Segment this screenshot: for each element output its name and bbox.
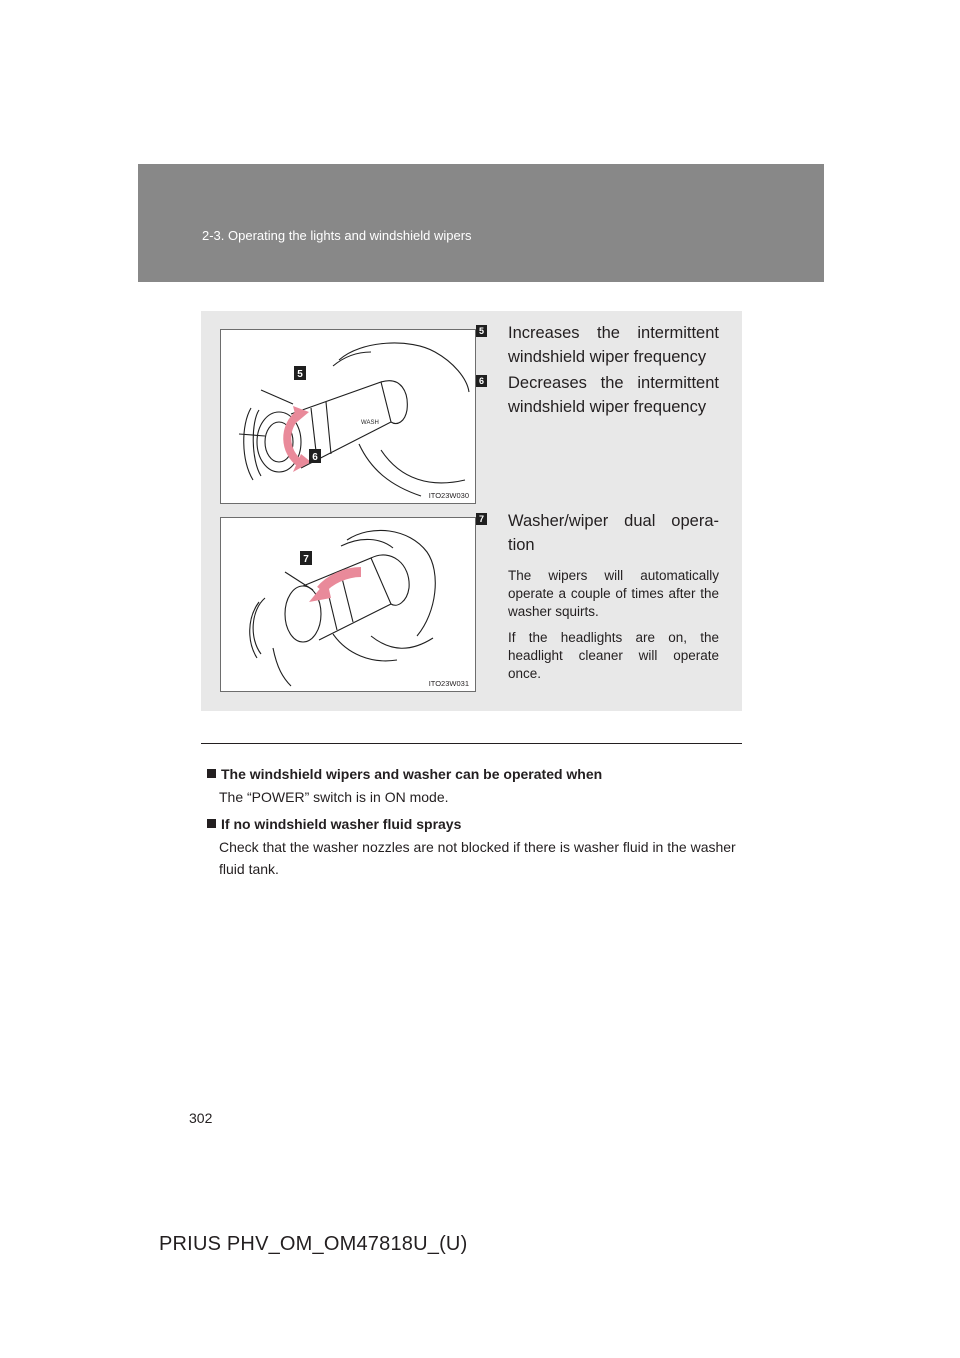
washer-operation-illustration bbox=[221, 518, 475, 691]
section-title: 2-3. Operating the lights and windshield wipers bbox=[202, 228, 472, 243]
item-note: The wipers will automatically operate a couple of times after the washer squirts. bbox=[508, 568, 719, 619]
callout-5: 5 bbox=[297, 369, 303, 380]
item-number-badge: 5 bbox=[476, 325, 487, 337]
item-description: Washer/wiper dual opera-tion bbox=[508, 512, 719, 554]
item-description: Increases the intermittent windshield wiper frequency bbox=[508, 324, 719, 366]
note-operating-condition bbox=[207, 764, 747, 808]
note-heading-text: The windshield wipers and washer can be operated when bbox=[221, 766, 603, 782]
bullet-square-icon bbox=[207, 819, 216, 828]
note-no-fluid bbox=[207, 814, 747, 880]
item-number-badge: 6 bbox=[476, 375, 487, 387]
note-heading bbox=[207, 814, 747, 834]
document-id: PRIUS PHV_OM_OM47818U_(U) bbox=[159, 1233, 468, 1255]
description-item-6 bbox=[476, 371, 719, 419]
note-body: Check that the washer nozzles are not blocked if there is washer fluid in the washer fluid tank. bbox=[219, 839, 736, 877]
description-item-7 bbox=[476, 509, 719, 683]
note-heading-text: If no windshield washer fluid sprays bbox=[221, 816, 462, 832]
header-band bbox=[138, 164, 824, 282]
note-body: The “POWER” switch is in ON mode. bbox=[219, 789, 449, 805]
note-heading bbox=[207, 764, 747, 784]
figure-washer-operation bbox=[220, 517, 476, 692]
item-description: Decreases the intermittent windshield wiper frequency bbox=[508, 374, 719, 416]
figure-code: ITO23W030 bbox=[428, 491, 469, 500]
bullet-square-icon bbox=[207, 769, 216, 778]
description-item-5 bbox=[476, 321, 719, 369]
wiper-frequency-illustration bbox=[221, 330, 475, 503]
callout-7: 7 bbox=[303, 554, 309, 565]
callout-6: 6 bbox=[312, 452, 318, 463]
figure-code: ITO23W031 bbox=[428, 679, 469, 688]
svg-text:WASH: WASH bbox=[361, 420, 379, 426]
section-divider bbox=[201, 743, 742, 744]
figure-wiper-frequency bbox=[220, 329, 476, 504]
illustration-panel bbox=[201, 311, 742, 711]
item-note: If the headlights are on, the headlight cleaner will operate once. bbox=[508, 630, 719, 681]
page-number: 302 bbox=[189, 1110, 213, 1126]
item-number-badge: 7 bbox=[476, 513, 487, 525]
